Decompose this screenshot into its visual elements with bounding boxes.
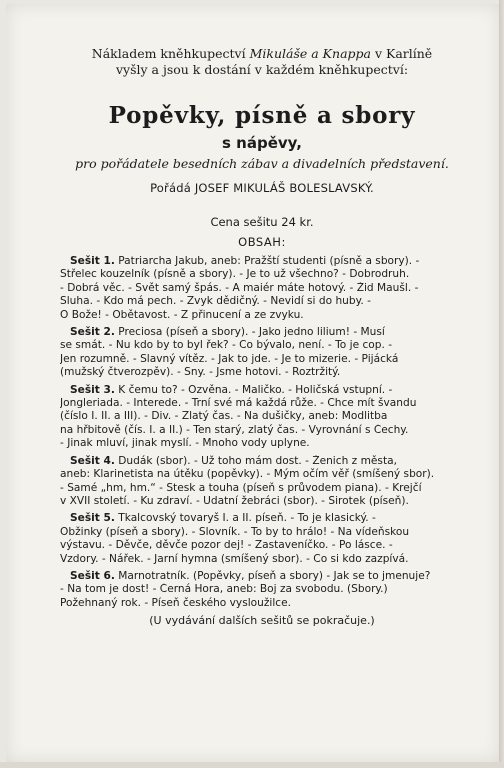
volume-line (60, 512, 464, 525)
volume-entry (60, 255, 464, 322)
book-price: Cena sešitu 24 kr. (210, 215, 314, 229)
volume-line: Střelec kouzelník (písně a sbory). - Je to už všechno? - Dobrodruh. (60, 268, 410, 281)
continuation-note: (U vydávání dalších sešitů se pokračuje.) (149, 614, 375, 628)
volume-text: K čemu to? - Ozvěna. - Maličko. - Holičská vstupní. - (114, 383, 393, 396)
volume-line: se smát. - Nu kdo by to byl řek? - Co bývalo, není. - To je cop. - (60, 339, 393, 352)
volume-line: Sluha. - Kdo má pech. - Zvyk dědičný. - Nevidí si do huby. - (60, 295, 371, 308)
document-content (60, 46, 464, 627)
book-title: Popěvky, písně a sbory (108, 102, 416, 129)
volume-line: Jongleriada. - Interede. - Trní své má každá růže. - Chce mít švandu (60, 397, 417, 410)
volume-text: Preciosa (píseň a sbory). - Jako jedno lilium! - Musí (114, 326, 385, 339)
volume-label: Sešit 3. (70, 383, 115, 396)
volume-entry (60, 384, 464, 451)
volume-line: - Jinak mluví, jinak myslí. - Mnoho vody uplyne. (60, 437, 310, 450)
volume-line: v XVII století. - Ku zdraví. - Udatní žebráci (sbor). - Sirotek (píseň). (60, 494, 409, 507)
volume-line (60, 455, 464, 468)
volume-line (60, 384, 464, 397)
volume-line: Požehnaný rok. - Píseň českého vysloužilce. (60, 596, 292, 609)
volume-entry (60, 326, 464, 380)
volume-label: Sešit 4. (70, 454, 115, 467)
volume-text: Tkalcovský tovaryš I. a II. píseň. - To je klasický. - (114, 512, 376, 525)
volume-line: (číslo I. II. a III). - Div. - Zlatý čas. - Na dušičky, aneb: Modlitba (60, 410, 388, 423)
book-editor: Pořádá JOSEF MIKULÁŠ BOLESLAVSKÝ. (150, 181, 374, 195)
volume-label: Sešit 2. (70, 326, 115, 339)
page-edge (499, 0, 504, 768)
contents-list (60, 255, 464, 610)
page-bottom-edge (0, 762, 504, 768)
volume-line: - Dobrá věc. - Svět samý špás. - A maiér máte hotový. - Žid Maušl. - (60, 281, 419, 294)
volume-text: Dudák (sbor). - Už toho mám dost. - Ženich z města, (114, 454, 397, 467)
volume-line: na hřbitově (čís. I. a II.) - Ten starý, zlatý čas. - Vyrovnání s Čechy. (60, 423, 409, 436)
publisher-text: Nákladem kněhkupectví (91, 46, 250, 61)
volume-line: O Bože! - Obětavost. - Z přinucení a ze zvyku. (60, 308, 304, 321)
volume-entry (60, 512, 464, 566)
volume-line (60, 326, 464, 339)
volume-line: aneb: Klarinetista na útěku (popěvky). - Mým očím věř (smíšený sbor). (60, 468, 435, 481)
volume-line: Jen rozumně. - Slavný vítěz. - Jak to jde. - Je to mizerie. - Pijácká (60, 352, 399, 365)
publisher-name: Mikuláše a Knappa (249, 46, 371, 61)
volume-text: Patriarcha Jakub, aneb: Pražští studenti (písně a sbory). - (114, 255, 420, 267)
volume-line (60, 570, 464, 583)
book-audience: pro pořádatele besedních zábav a divadelních představení. (75, 156, 449, 171)
contents-heading: OBSAH: (238, 235, 286, 249)
volume-line: Obžinky (píseň a sbory). - Slovník. - To by to hrálo! - Na vídeňskou (60, 525, 410, 538)
volume-line: - Na tom je dost! - Černá Hora, aneb: Boj za svobodu. (Sbory.) (60, 583, 388, 596)
publisher-location: v Karlíně (370, 46, 433, 61)
volume-entry (60, 570, 464, 610)
book-subtitle: s nápěvy, (222, 134, 302, 152)
volume-label: Sešit 1. (70, 255, 115, 267)
volume-label: Sešit 6. (70, 569, 115, 582)
publisher-line-1 (60, 46, 464, 62)
volume-entry (60, 455, 464, 509)
volume-text: Marnotratník. (Popěvky, píseň a sbory) - Jak se to jmenuje? (114, 569, 431, 582)
volume-line: - Samé „hm, hm.“ - Stesk a touha (píseň s průvodem piana). - Krejčí (60, 481, 422, 494)
volume-label: Sešit 5. (70, 512, 115, 525)
volume-line (60, 255, 464, 268)
publisher-line-2: vyšly a jsou k dostání v každém kněhkupectví: (115, 62, 409, 77)
volume-line: (mužský čtverozpěv). - Sny. - Jsme hotovi. - Roztržitý. (60, 366, 341, 379)
volume-line: výstavu. - Děvče, děvče pozor dej! - Zastaveníčko. - Po lásce. - (60, 539, 393, 552)
volume-line: Vzdory. - Nářek. - Jarní hymna (smíšený sbor). - Co si kdo zazpívá. (60, 552, 409, 565)
